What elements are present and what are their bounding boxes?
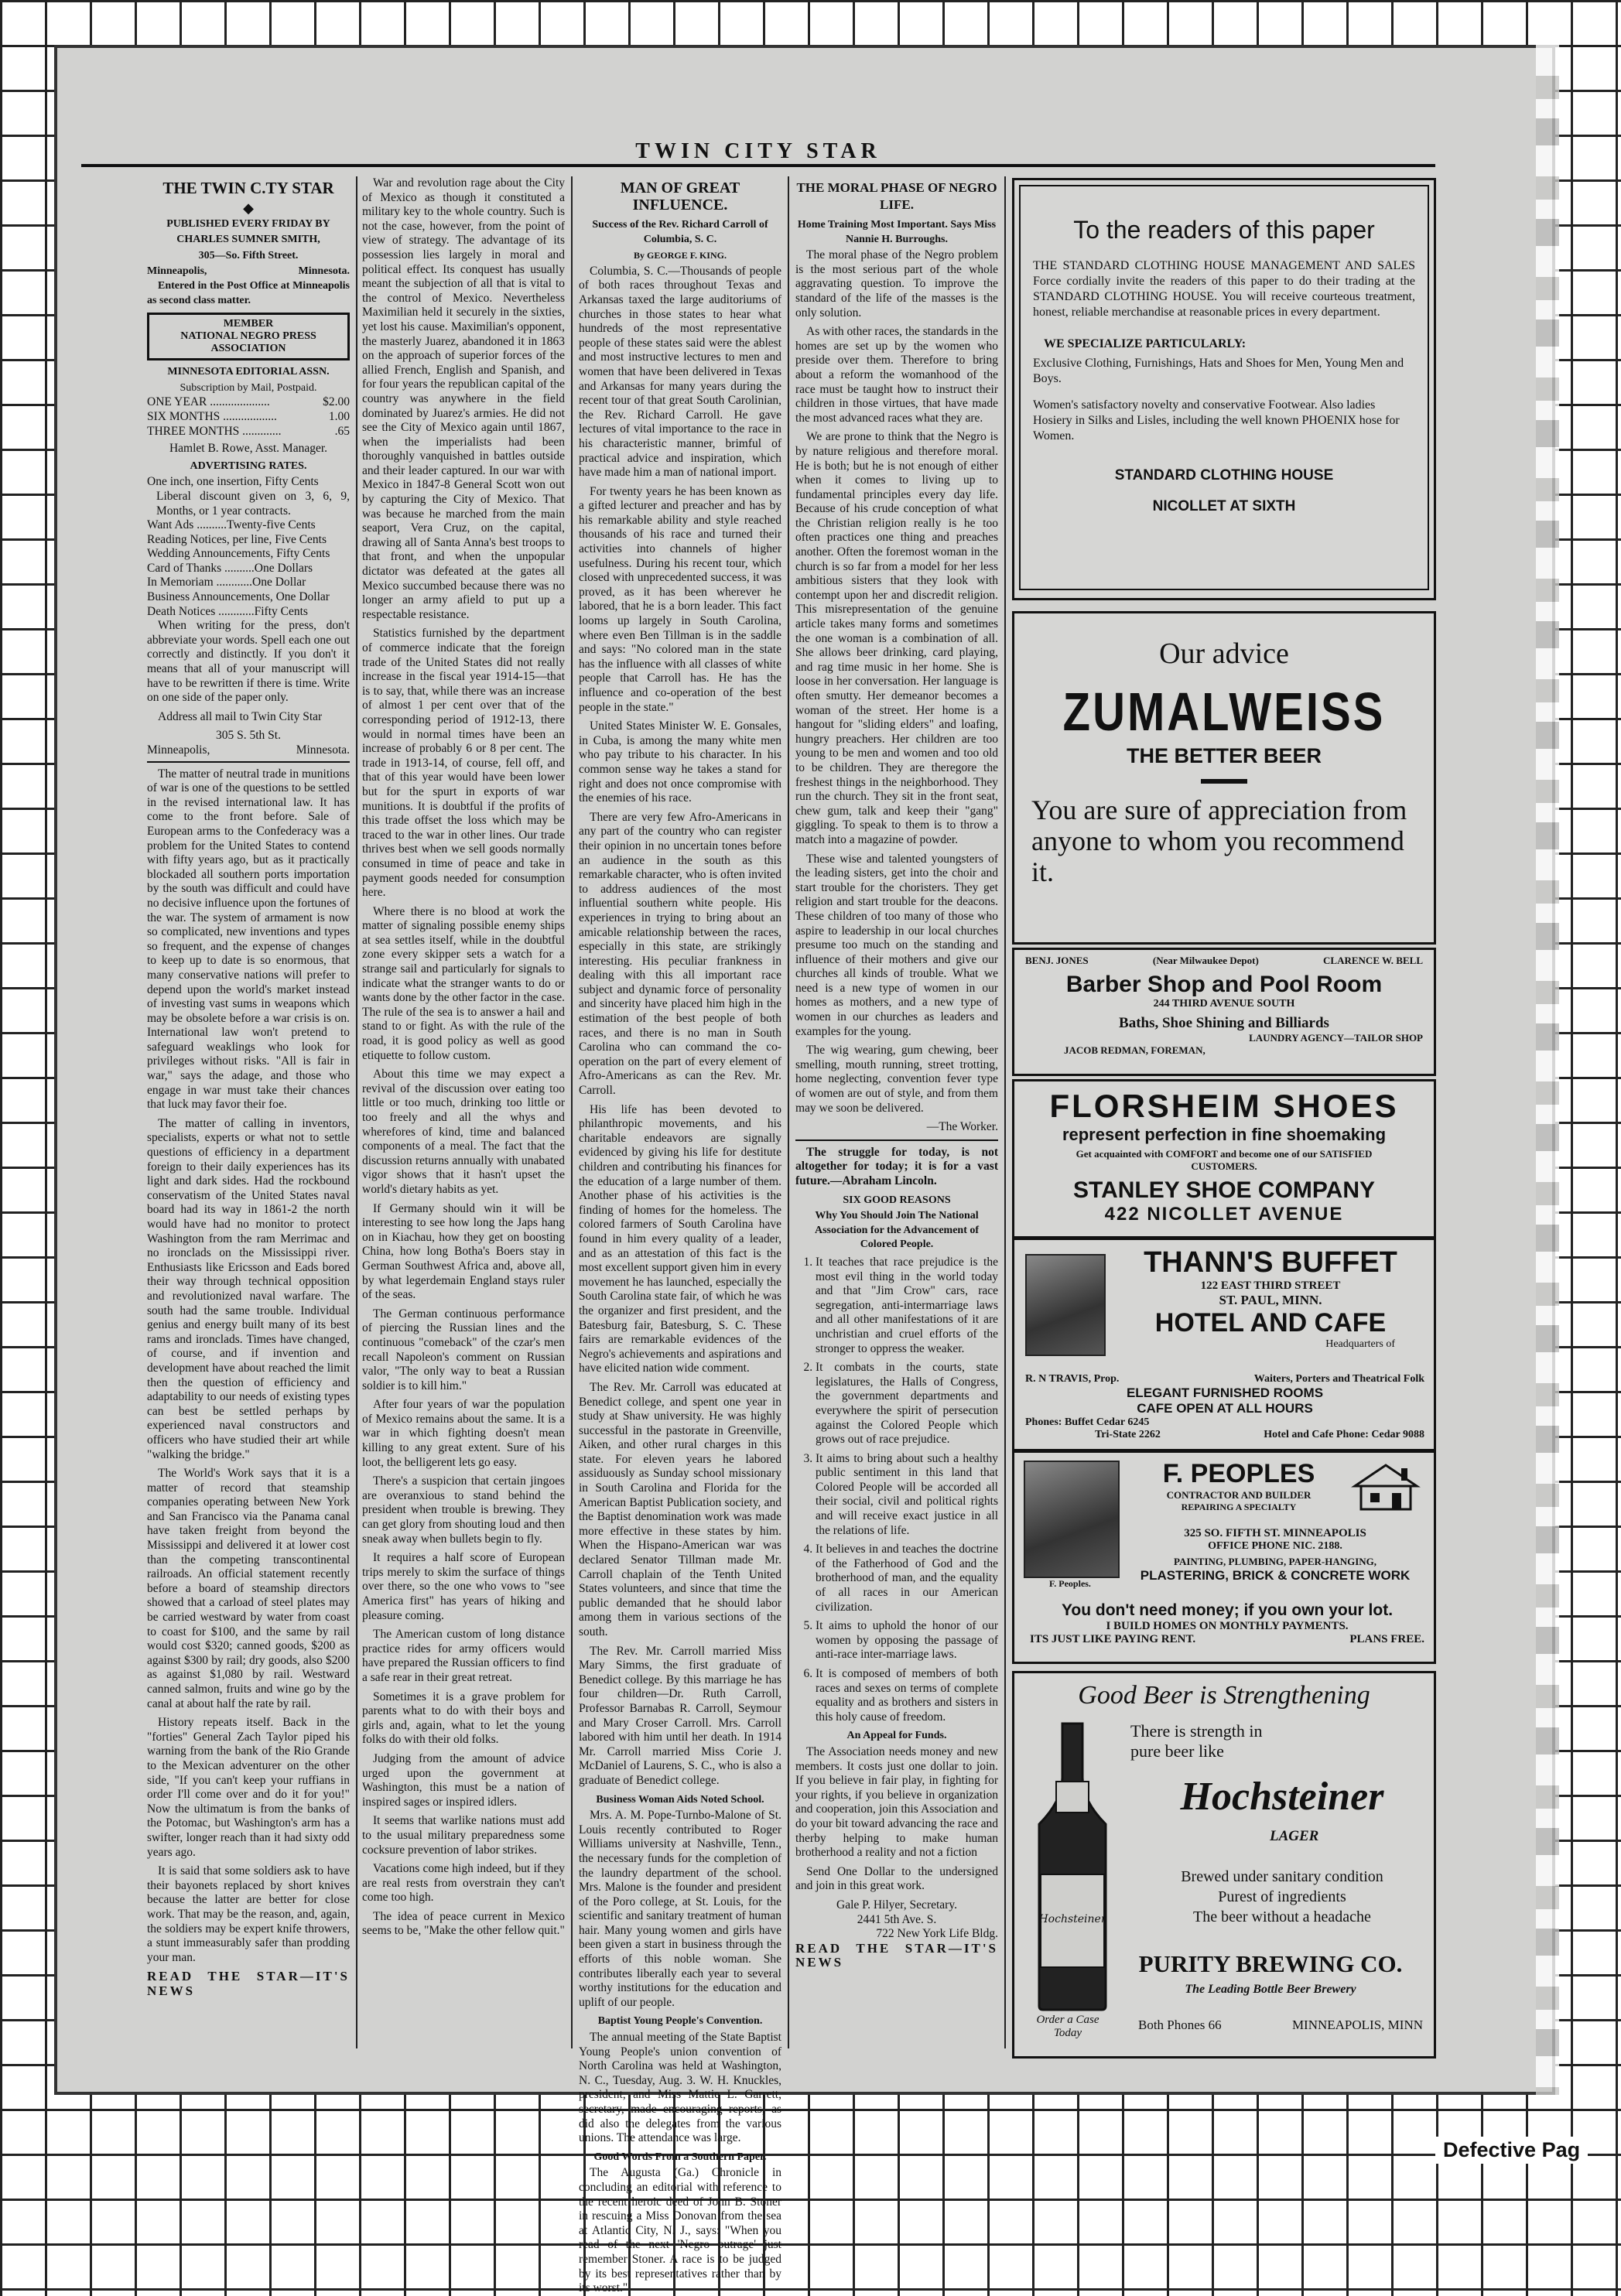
- advertising-head: ADVERTISING RATES.: [190, 460, 307, 472]
- ad-barber-shop: [1012, 948, 1436, 1076]
- rate-row: THREE MONTHS ............. .65: [147, 424, 350, 438]
- publisher-city: Minneapolis, Minnesota.: [147, 265, 350, 278]
- article-paragraph: There's a suspicion that certain jingoes are overanxious to stand behind the president when trouble is brewing. They can get glory from shouting loud and then sneak away when bullets begin to fly.: [362, 1474, 565, 1546]
- ad-brewed: Brewed under sanitary condition: [1181, 1868, 1383, 1885]
- lincoln-quote: The struggle for today, is not altogether for today; it is for a vast future.—Abraham Lincoln.: [795, 1139, 998, 1189]
- article-paragraph: If Germany should win it will be interesting to see how long the Japs hang on in Kiachau, how they get on boosting China, how long Botha's Boers stay in German Southwest Africa and, above all, by what legerdemain England stays ruler of the seas.: [362, 1201, 565, 1302]
- ad-store: STANDARD CLOTHING HOUSE: [1114, 467, 1334, 483]
- ad-purity-brewing: [1012, 1671, 1436, 2059]
- ad-slogan: The Leading Bottle Beer Brewery: [1185, 1983, 1356, 1996]
- entered-notice: Entered in the Post Office at Minneapolis as second class matter.: [147, 279, 350, 306]
- list-item: 6. It is composed of members of both races and sexes on terms of complete equality and as brothers and sisters in this holy cause of freedom.: [816, 1667, 998, 1724]
- ad-foreman: JACOB REDMAN, FOREMAN,: [1064, 1044, 1205, 1056]
- ad-title: Barber Shop and Pool Room: [1065, 972, 1383, 997]
- article-headline: Baptist Young People's Convention.: [597, 2015, 763, 2028]
- ad-standard-clothing: [1012, 178, 1436, 600]
- signer-office: 722 New York Life Bldg.: [876, 1927, 998, 1941]
- ad-brand: ZUMALWEISS: [1062, 682, 1386, 743]
- six-reasons-head: SIX GOOD REASONS: [843, 1194, 951, 1206]
- adv-line: Death Notices ............Fifty Cents: [147, 604, 308, 618]
- beer-bottle-icon: [1030, 1720, 1115, 2014]
- rate-row: SIX MONTHS .................. 1.00: [147, 409, 350, 423]
- article-paragraph: The German continuous performance of piercing the Russian lines and the continuous "comeback" of the czar's men recall Napoleon's comment on Russian valor, "The only way to beat a Russian soldier is to kill him.": [362, 1307, 565, 1392]
- article-paragraph: There are very few Afro-Americans in any part of the country who can register their opinion in no uncertain tones before an audience in the south as this remarkable character, who is often invited to address audiences of the most influential southern white people. His experiences in trying to bring about an amicable relationship between the races, especially in this state, are strikingly interesting. His peculiar frankness in dealing with this all important race subject and dynamic force of personality and sincerity have placed him high in the estimation of the best people of both races, and there is no man in South Carolina who can command the co-operation on the part of every element of Afro-Americans as can the Rev. Mr. Carroll.: [579, 810, 781, 1098]
- ad-women: Women's satisfactory novelty and conservative Footwear. Also ladies Hosiery in Silks and Lisles, including the well known PHOENIX hose for Women.: [1033, 398, 1400, 442]
- article-paragraph: The Rev. Mr. Carroll married Miss Mary Simms, the first graduate of Benedict college. By this marriage he has four children—Dr. Ruth Carroll, Professor Barnabas R. Carroll, Seymour and Mary Croser Carroll. Mrs. Carroll labored with him until her death. In 1914 Mr. Carroll married Miss Corie J. McDaniel of Laurens, S. C., who is also a graduate of Benedict college.: [579, 1644, 781, 1787]
- adv-line: One inch, one insertion, Fifty Cents: [147, 475, 319, 489]
- bottle-label: Hochsteiner: [1038, 1913, 1106, 1925]
- ad-names: BENJ. JONES (Near Milwaukee Depot) CLARENCE W. BELL: [1025, 955, 1423, 966]
- list-item: 1. It teaches that race prejudice is the most evil thing in the world today and that "Jim Crow" cars, race segregation, anti-intermarriage laws and all other manifestations of it are unchristian and cruel efforts of the stronger to oppress the weaker.: [816, 1256, 998, 1356]
- ad-title: F. PEOPLES: [1162, 1459, 1315, 1488]
- ad-office: OFFICE PHONE NIC. 2188.: [1208, 1540, 1342, 1552]
- ad-items: Exclusive Clothing, Furnishings, Hats and Shoes for Men, Young Men and Boys.: [1033, 357, 1404, 385]
- ad-lead: Our advice: [1159, 637, 1289, 670]
- column-4: [795, 176, 998, 2048]
- article-paragraph: It requires a half score of European trips merely to skim the surface of things over there, so the one who vows to "see America first" has years of hiking and pleasure coming.: [362, 1551, 565, 1622]
- ad-sub: HOTEL AND CAFE: [1154, 1308, 1387, 1338]
- published-line: PUBLISHED EVERY FRIDAY BY: [166, 217, 330, 230]
- adv-line: Card of Thanks ..........One Dollars: [147, 561, 313, 575]
- ad-address: 122 EAST THIRD STREET: [1200, 1280, 1341, 1292]
- masthead: TWIN CITY STAR: [635, 139, 881, 163]
- article-byline: By GEORGE F. KING.: [634, 250, 727, 261]
- signer: Gale P. Hilyer, Secretary.: [836, 1898, 957, 1912]
- article-subhead: Home Training Most Important. Says Miss Nannie H. Burroughs.: [797, 219, 997, 245]
- article-paragraph: The moral phase of the Negro problem is the most serious part of the whole aggravating question. To improve the standard of the life of the masses is the only solution.: [795, 248, 998, 319]
- article-paragraph: It is said that some soldiers ask to have their bayonets replaced by short knives because the latter are better for close work. That may be the reason, and, again, the soldiers may be expert knife throwers, a stunt immeasurably safer than prodding your man.: [147, 1864, 350, 1964]
- article-headline: MAN OF GREAT INFLUENCE.: [620, 179, 740, 214]
- article-paragraph: The matter of neutral trade in munitions of war is one of the questions to be settled in the revised international law. It has come to the front before. Sale of European arms to the Confederacy was a problem for the United States to contend with fifty years ago, but as it practically blockaded all southern ports importation by the south was difficult and could have no decisive influence upon the fortunes of the war. The system of armament is now so complicated, new inventions and types so frequent, and the expense of changes to keep up to date is so enormous, that many conservative nations will prefer to depend upon the world's market instead of investing vast sums in weapons which may be obsolete before a war crisis is on. International law won't pretend to safeguard weaklings who look for privileges without risks. "All is fair in war," says the adage, and those who engage in war must take their chances that luck may favor their foe.: [147, 767, 350, 1112]
- ad-phone-row: Tri-State 2262 Hotel and Cafe Phone: Cedar 9088: [1095, 1429, 1424, 1440]
- article-paragraph: It seems that warlike nations must add to the usual military preparedness some cocksure prevention of labor strikes.: [362, 1814, 565, 1857]
- reasons-list: [795, 1256, 998, 1724]
- publisher-name: CHARLES SUMNER SMITH,: [176, 234, 320, 246]
- article-paragraph: Columbia, S. C.—Thousands of people of both races throughout Texas and Arkansas taxed the large auditoriums of churches in those states to hear what hundreds of the most representative people of these states said were the ablest and most instructive lectures to men and women that have been delivered in Texas and Arkansas for many years during the recent tour of that great South Carolinian, the Rev. Richard Carroll. He gave lectures of vital importance to the race in his characteristic manner, brimful of practical advice and inspiration, which have made him a man of national import.: [579, 264, 781, 480]
- ad-f-peoples: [1012, 1450, 1436, 1664]
- appeal-head: An Appeal for Funds.: [846, 1730, 947, 1742]
- article-paragraph: The matter of calling in inventors, specialists, experts or what not to settle questions of efficiency in a department foreign to their daily experiences has its light and dark sides. Had the rockbound conservatism of the United States naval board had its way in 1861-2 the north would have had no monitor to protect Washington from the ram Merrimac and no ironclads on the Mississippi river. Enthusiasts like Ericsson and Eads bored their way through technical opposition and revolutionized naval warfare. The south had the same trouble. Individual genius and energy built many of its best rams and ironclads. Times have changed, of course, and if invention and development have about reached the limit then the question of efficiency and adaptability to our needs of existing types can best be settled perhaps by experienced naval constructors and officers who have studied their art while "walking the bridge.": [147, 1116, 350, 1461]
- ad-company: STANLEY SHOE COMPANY: [1072, 1177, 1376, 1203]
- ad-city: MINNEAPOLIS, MINN: [1291, 2018, 1423, 2032]
- article-paragraph: The Augusta (Ga.) Chronicle in concluding an editorial with reference to the recent heroic deed of John B. Stoner in rescuing a Miss Donovan from the sea at Atlantic City, N. J., says: "When you read of the next 'Negro outrage' just remember Stoner. A race is to be judged by its best representatives rather than by its worst.": [579, 2166, 781, 2295]
- ad-line2: Get acquainted with COMFORT and become one of our SATISFIED CUSTOMERS.: [1076, 1148, 1373, 1172]
- article-subhead: Success of the Rev. Richard Carroll of Columbia, S. C.: [592, 219, 768, 245]
- article-paragraph: Sometimes it is a grave problem for parents what to do with their boys and girls and, again, what to let the young folks do with their old folks.: [362, 1690, 565, 1747]
- mail-to: Address all mail to Twin City Star: [158, 709, 323, 723]
- rate-row: ONE YEAR .................... $2.00: [147, 395, 350, 409]
- adv-line: Liberal discount given on 3, 6, 9, Months, or 1 year contracts.: [156, 489, 350, 518]
- torn-edge: [1536, 45, 1559, 2095]
- article-paragraph: The Rev. Mr. Carroll was educated at Benedict college, and spent one year in study at Shaw university. He was highly successful in the pastorate in Greenville, Aiken, and other rural charges in this state. For eleven years he labored assiduously as Sunday school missionary in South Carolina and Florida for the American Baptist Publication society, and the Baptist denomination work was made more effective in these states by him. When the Hispano-American war was declared Senator Tillman made Mr. Carroll chaplain of the Tenth United States volunteers, and since that time the public demanded that he should labor among them in various sections of the south.: [579, 1380, 781, 1638]
- ad-body: You are sure of appreciation from anyone to whom you recommend it.: [1031, 794, 1407, 887]
- house-icon: [1347, 1459, 1424, 1513]
- ad-location: NICOLLET AT SIXTH: [1152, 498, 1296, 514]
- ad-line2: pure beer like: [1130, 1741, 1224, 1761]
- ad-role: CONTRACTOR AND BUILDER: [1166, 1489, 1312, 1501]
- column-footer: READ THE STAR—IT'S NEWS: [147, 1969, 350, 1998]
- article-paragraph: Judging from the amount of advice urged upon the government at Washington, this must be a nation of inspired sages or inspired idlers.: [362, 1751, 565, 1809]
- portrait-photo: [1024, 1461, 1120, 1578]
- mail-street: 305 S. 5th St.: [216, 729, 281, 743]
- article-headline: THE MORAL PHASE OF NEGRO LIFE.: [796, 180, 997, 212]
- article-paragraph: The idea of peace current in Mexico seems to be, "Make the other fellow quit.": [362, 1909, 565, 1938]
- article-headline: Business Woman Aids Noted School.: [596, 1793, 764, 1806]
- adv-line: Reading Notices, per line, Five Cents: [147, 532, 327, 546]
- ad-line1: There is strength in: [1130, 1721, 1263, 1741]
- list-item: 2. It combats in the courts, state legislatures, the Halls of Congress, the government departments and everywhere the spirit of persecution against the Colored People which grows out of race prejudice.: [816, 1361, 998, 1447]
- article-paragraph: Mrs. A. M. Pope-Turnbo-Malone of St. Louis recently contributed to Roger Williams university at Nashville, Tenn., the necessary funds for the completion of the laundry department of the school. Mrs. Malone is the founder and president of the Poro college, at St. Louis, for the scientific and sanitary treatment of human hair. Many young women and girls have been given a start in business through the efforts of this noble woman. She contributes liberally each year to several worthy institutions for the education and uplift of our people.: [579, 1809, 781, 2009]
- paper-title: THE TWIN C.TY STAR: [162, 179, 334, 197]
- subscription-head: Subscription by Mail, Postpaid.: [180, 381, 317, 394]
- ad-repair: REPAIRING A SPECIALTY: [1181, 1502, 1297, 1512]
- ad-phones: Both Phones 66: [1138, 2018, 1222, 2032]
- ad-address: 422 NICOLLET AVENUE: [1104, 1204, 1344, 1225]
- article-paragraph: After four years of war the population of Mexico remains about the same. It is a war in which fighting doesn't mean killing to any great extent. Sure of his loot, the belligerent lets go easy.: [362, 1398, 565, 1469]
- ad-money: You don't need money; if you own your lot.: [1061, 1601, 1394, 1619]
- ad-divider: [1201, 779, 1247, 784]
- ad-city: ST. PAUL, MINN.: [1219, 1293, 1322, 1307]
- ad-body: THE STANDARD CLOTHING HOUSE MANAGEMENT AND SALES Force cordially invite the readers of this paper to do their trading at the STANDARD CLOTHING HOUSE. You will receive courteous treatment, honest, reliable merchandise at reasonable prices in every department.: [1033, 259, 1415, 319]
- ad-purest: Purest of ingredients: [1218, 1888, 1346, 1905]
- article-paragraph: The American custom of long distance practice rides for army officers would have prepared the Russian officers to find a safe rear in their great retreat.: [362, 1628, 565, 1684]
- ad-phones: Phones: Buffet Cedar 6245: [1025, 1416, 1150, 1428]
- column-3: [579, 176, 781, 2295]
- ad-title: FLORSHEIM SHOES: [1049, 1088, 1399, 1124]
- ad-tag: THE BETTER BEER: [1126, 744, 1322, 767]
- article-paragraph: The World's Work says that it is a matter of record that steamship companies operating between New York and San Francisco via the Panama canal have taken freight from beyond the Mississippi and delivered it at lower cost than the competing transcontinental railroads. An official statement recently before a board of steamship directors showed that a carload of steel plates may be carried westward by water from coast to coast for $100, and the same by rail would cost $320; canned goods, $200 as against $300 by rail; dry goods, also $200 as against $1,080 by rail. Westward canned salmon, fruits and wine go by the canal at about half the rate by rail.: [147, 1467, 350, 1710]
- signer-address: 2441 5th Ave. S.: [857, 1912, 937, 1926]
- ad-address: 325 SO. FIFTH ST. MINNEAPOLIS: [1184, 1527, 1366, 1539]
- article-paragraph: As with other races, the standards in the homes are set up by the women who preside over them. Therefore to bring about a reform the womanhood of the race must be taught how to instruct their children in those virtues, that have made the most advanced races what they are.: [795, 325, 998, 425]
- list-item: 5. It aims to uphold the honor of our women by opposing the passage of anti-race inter-marriage laws.: [816, 1619, 998, 1662]
- six-reasons-sub: Why You Should Join The National Association for the Advancement of Colored People.: [814, 1210, 980, 1251]
- ad-services: Baths, Shoe Shining and Billiards: [1119, 1015, 1329, 1031]
- article-headline: Good Words From a Southern Paper.: [593, 2151, 767, 2163]
- column-rule: [788, 176, 789, 2048]
- article-paragraph: History repeats itself. Back in the "forties" General Zach Taylor piped his warning from the bank of the Rio Grande to the Mexican adventurer on the other side, "If you can't keep your ruffians in order I'll come over and do it for you!" Now the ultimatum is from the banks of the Potomac, but Washington's arm has a swifter, longer reach than it had sixty odd years ago.: [147, 1716, 350, 1859]
- ad-title: To the readers of this paper: [1073, 216, 1375, 244]
- article-paragraph: We are prone to think that the Negro is by nature religious and therefore moral. He is both; but he is not enough of either when it comes to living up to fundamental principles every day life. Because of his crude conception of what the Christian religion really is he too often practices one thing and preaches another. Often the foremost woman in the church is so far from a model for her less ambitious sisters that they look with contempt upon her and discredit religion. This misrepresentation of the genuine article takes many forms and sometimes the one woman is a combination of all. She allows beer drinking, card playing, and rag time music in her home. She is loose in her conversation. Her language is often smutty. Her demeanor becomes a woman of the street. Her home is a hangout for "sliding elders" and loafing, hungry preachers. Her children are too young to be men and women and too old to be children. They are theregore the freshest things in the neighborhood. They run the church. They sit in the front seat, chew gum, talk and keep their "gang" giggling. To speak to them is to throw a match into a magazine of powder.: [795, 430, 998, 846]
- ad-florsheim: [1012, 1079, 1436, 1239]
- column-2: [362, 176, 565, 2048]
- defective-page-label: Defective Pag: [1435, 2137, 1588, 2164]
- ad-cafe: CAFE OPEN AT ALL HOURS: [1137, 1401, 1313, 1416]
- ad-order: Order a Case Today: [1036, 2014, 1099, 2039]
- portrait-photo: [1025, 1254, 1106, 1356]
- writing-note: When writing for the press, don't abbreviate your words. Spell each one out correctly and distinctly. If you don't it means that all of your manuscript will have to be rewritten if there is time. Write on one side of the paper only.: [147, 619, 350, 705]
- ad-zumalweiss: [1012, 611, 1436, 945]
- article-paragraph: His life has been devoted to philanthropic movements, and his charitable endeavors are signally evidenced by giving his life for destitute children and contributing his finances for the education of a large number of them. Another phase of his activities is the finding of homes for the homeless. The colored farmers of South Carolina have found in him every quality of a leader, and as an attestation of this fact is the most excellent support given him in every movement he has launched, especially the South Carolina state fair, of which he was the organizer and first president, and the Batesburg fair, Batesburg, S. C. These fairs are remarkable evidences of the Negro's achievements and aspirations and have elicited nation wide comment.: [579, 1102, 781, 1375]
- ad-title: THANN'S BUFFET: [1144, 1246, 1397, 1279]
- ad-rent-row: ITS JUST LIKE PAYING RENT. PLANS FREE.: [1030, 1633, 1424, 1645]
- ad-address: 244 THIRD AVENUE SOUTH: [1153, 998, 1295, 1010]
- ad-prop-row: R. N TRAVIS, Prop. Waiters, Porters and Theatrical Folk: [1025, 1373, 1424, 1385]
- article-paragraph: The wig wearing, gum chewing, beer smelling, mouth running, street trotting, home neglecting, convention fever type of women are out of style, and from them may we soon be delivered.: [795, 1044, 998, 1115]
- appeal-send: Send One Dollar to the undersigned and join in this great work.: [795, 1864, 998, 1893]
- ad-company: PURITY BREWING CO.: [1138, 1950, 1403, 1977]
- ad-laundry: LAUNDRY AGENCY—TAILOR SHOP: [1249, 1032, 1423, 1044]
- list-item: 4. It believes in and teaches the doctrine of the Fatherhood of God and the brotherhood of man, and the equality of all races in our American civilization.: [816, 1543, 998, 1614]
- ad-homes: I BUILD HOMES ON MONTHLY PAYMENTS.: [1106, 1620, 1349, 1632]
- column-1: [147, 176, 350, 2048]
- ad-title: Good Beer is Strengthening: [1078, 1681, 1370, 1710]
- appeal-paragraph: The Association needs money and new members. It costs just one dollar to join. If you believe in fair play, in fighting for your rights, if you believe in organization and cooperation, join this Association and do your bit toward advancing the race and therby helping to make human brotherhood a reality and not a fiction: [795, 1744, 998, 1860]
- article-paragraph: For twenty years he has been known as a gifted lecturer and preacher and has by his remarkable ability and style reached thousands of his race and turned their activities into channels of higher usefulness. During his recent tour, which closed with unprecedented success, it was proved, as it has been wherever he labored, that he is a born leader. This fact looms up largely in South Carolina, where even Ben Tillman is in the saddle and says: "No colored man in the state has the influence with all classes of white people that Carroll has. He has the influence and co-operation of the best people in the state.": [579, 484, 781, 714]
- column-rule: [1004, 176, 1006, 2048]
- photo-caption: F. Peoples.: [1049, 1578, 1091, 1589]
- ad-headache: The beer without a headache: [1193, 1908, 1371, 1925]
- adv-line: Want Ads ..........Twenty-five Cents: [147, 518, 316, 532]
- adv-line: Business Announcements, One Dollar: [147, 590, 330, 604]
- editorial-assn: MINNESOTA EDITORIAL ASSN.: [167, 366, 330, 378]
- article-paragraph: Vacations come high indeed, but if they are real rests from overstrain they can't come too high.: [362, 1862, 565, 1905]
- adv-line: In Memoriam ............One Dollar: [147, 576, 306, 589]
- article-paragraph: The annual meeting of the State Baptist Young People's union convention of North Carolina was held at Washington, N. C., Tuesday, Aug. 3. W. H. Knuckles, president, and Miss Mattie L. Garrett, secretary, made encouraging reports, as did also the delegates from the various unions. The attendance was large.: [579, 2031, 781, 2145]
- ad-hq: Headquarters of: [1325, 1338, 1395, 1350]
- ad-line1: represent perfection in fine shoemaking: [1062, 1125, 1387, 1144]
- article-paragraph: United States Minister W. E. Gonsales, in Cuba, is among the many white men who pay tribute to his character. In his common sense way he takes a stand for right and does not once compromise with the enemies of his race.: [579, 719, 781, 805]
- publisher-address: 305—So. Fifth Street.: [198, 249, 299, 261]
- list-item: 3. It aims to bring about such a healthy public sentiment in this land that Colored People will be accorded all their social, civil and political rights and will receive exact justice in all the relations of life.: [816, 1452, 998, 1539]
- ad-plaster: PLASTERING, BRICK & CONCRETE WORK: [1140, 1568, 1411, 1583]
- ad-special: WE SPECIALIZE PARTICULARLY:: [1044, 337, 1247, 350]
- ad-thanns-buffet: [1012, 1238, 1436, 1451]
- ad-brand: Hochsteiner: [1180, 1775, 1384, 1819]
- article-paragraph: Where there is no blood at work the matter of signaling possible enemy ships at sea settles itself, while in the doubtful zone every skipper sets a watch for a strange sail and particularly for signals to indicate what the stranger wants to do or wants done by the other factor in the case. The rule of the sea is to answer a hail and stand to or fight. As with the rule of the road, it is good policy as well as good etiquette to follow custom.: [362, 904, 565, 1062]
- article-paragraph: Statistics furnished by the department of commerce indicate that the foreign trade of the United States did not really increase in the fiscal year 1914-15—that is to say, that, while there was an increase of almost 1 per cent over that of the corresponding period of 1912-13, there would in normal times have been an increase of probably 6 or 8 per cent. The trade in 1913-14, of course, fell off, and that of this year would have been lower but for the spurt in exports of war munitions. It is doubtful if the profits of this trade offset the loss which may be traced to the war in other lines. Our trade thrives best when we sell goods normally consumed in time of peace and take in payment goods needed for consumption here.: [362, 627, 565, 900]
- ornament: ◆: [243, 200, 254, 216]
- mail-city: Minneapolis, Minnesota.: [147, 743, 350, 763]
- masthead-rule: [81, 164, 1435, 167]
- article-paragraph: These wise and talented youngsters of the leading sisters, get into the choir and start trouble for the choristers. They get religion and start trouble for the deacons. These children of too many of those who aspire to leadership in our local churches presume too much on the standing and influence of their mothers and give our churches all kinds of trouble. What we need is a new type of women in our homes as mothers, and a new type of women in our churches as leaders and examples for the young.: [795, 852, 998, 1038]
- manager-line: Hamlet B. Rowe, Asst. Manager.: [169, 442, 328, 456]
- ad-trades: PAINTING, PLUMBING, PAPER-HANGING,: [1173, 1556, 1377, 1567]
- ad-lager: LAGER: [1270, 1828, 1319, 1844]
- article-paragraph: War and revolution rage about the City of Mexico as though it constituted a military key to the whole country. Such is not the case, however, from the point of view of strategy. The advantage of its possession lies largely in moral and political effect. Its conquest has usually meant the subjection of all that is vital to the control of Mexico. Nevertheless Maximilian held it securely in the sixties, yet lost his cause. Maximilian's opponent, the masterly Juarez, abandoned it in 1863 on the approach of superior forces of the allied French, English and Spanish, and for four years the republican capital of the country was anywhere in the field dominated by Juarez's armies. He did not see the City of Mexico again until 1867, when the imperialists had been thoroughly vanquished in battles outside and their leader captured. In our war with Mexico in 1847-8 General Scott won out by capturing the City of Mexico. That was because he marched from the main seaport, Vera Cruz, on the capital, drawing all of Santa Anna's best troops to that front, and when the unpopular dictator was defeated at the gates all Mexico succumbed because there was no longer an army afield to put up a respectable resistance.: [362, 176, 565, 621]
- article-source: —The Worker.: [926, 1120, 998, 1134]
- column-rule: [356, 176, 357, 2048]
- adv-line: Wedding Announcements, Fifty Cents: [147, 547, 330, 561]
- member-box: MEMBER NATIONAL NEGRO PRESS ASSOCIATION: [147, 313, 350, 360]
- article-paragraph: About this time we may expect a revival of the discussion over eating too little or too much, drinking too little or too freely and all the whys and wherefores of kind, time and balanced components of a meal. The fact that the discussion returns annually with unabated vigor shows that it hasn't upset the world's dietary habits as yet.: [362, 1068, 565, 1196]
- column-rule: [571, 176, 573, 2048]
- column-footer: READ THE STAR—IT'S NEWS: [795, 1940, 998, 1970]
- ad-rooms: ELEGANT FURNISHED ROOMS: [1126, 1385, 1324, 1400]
